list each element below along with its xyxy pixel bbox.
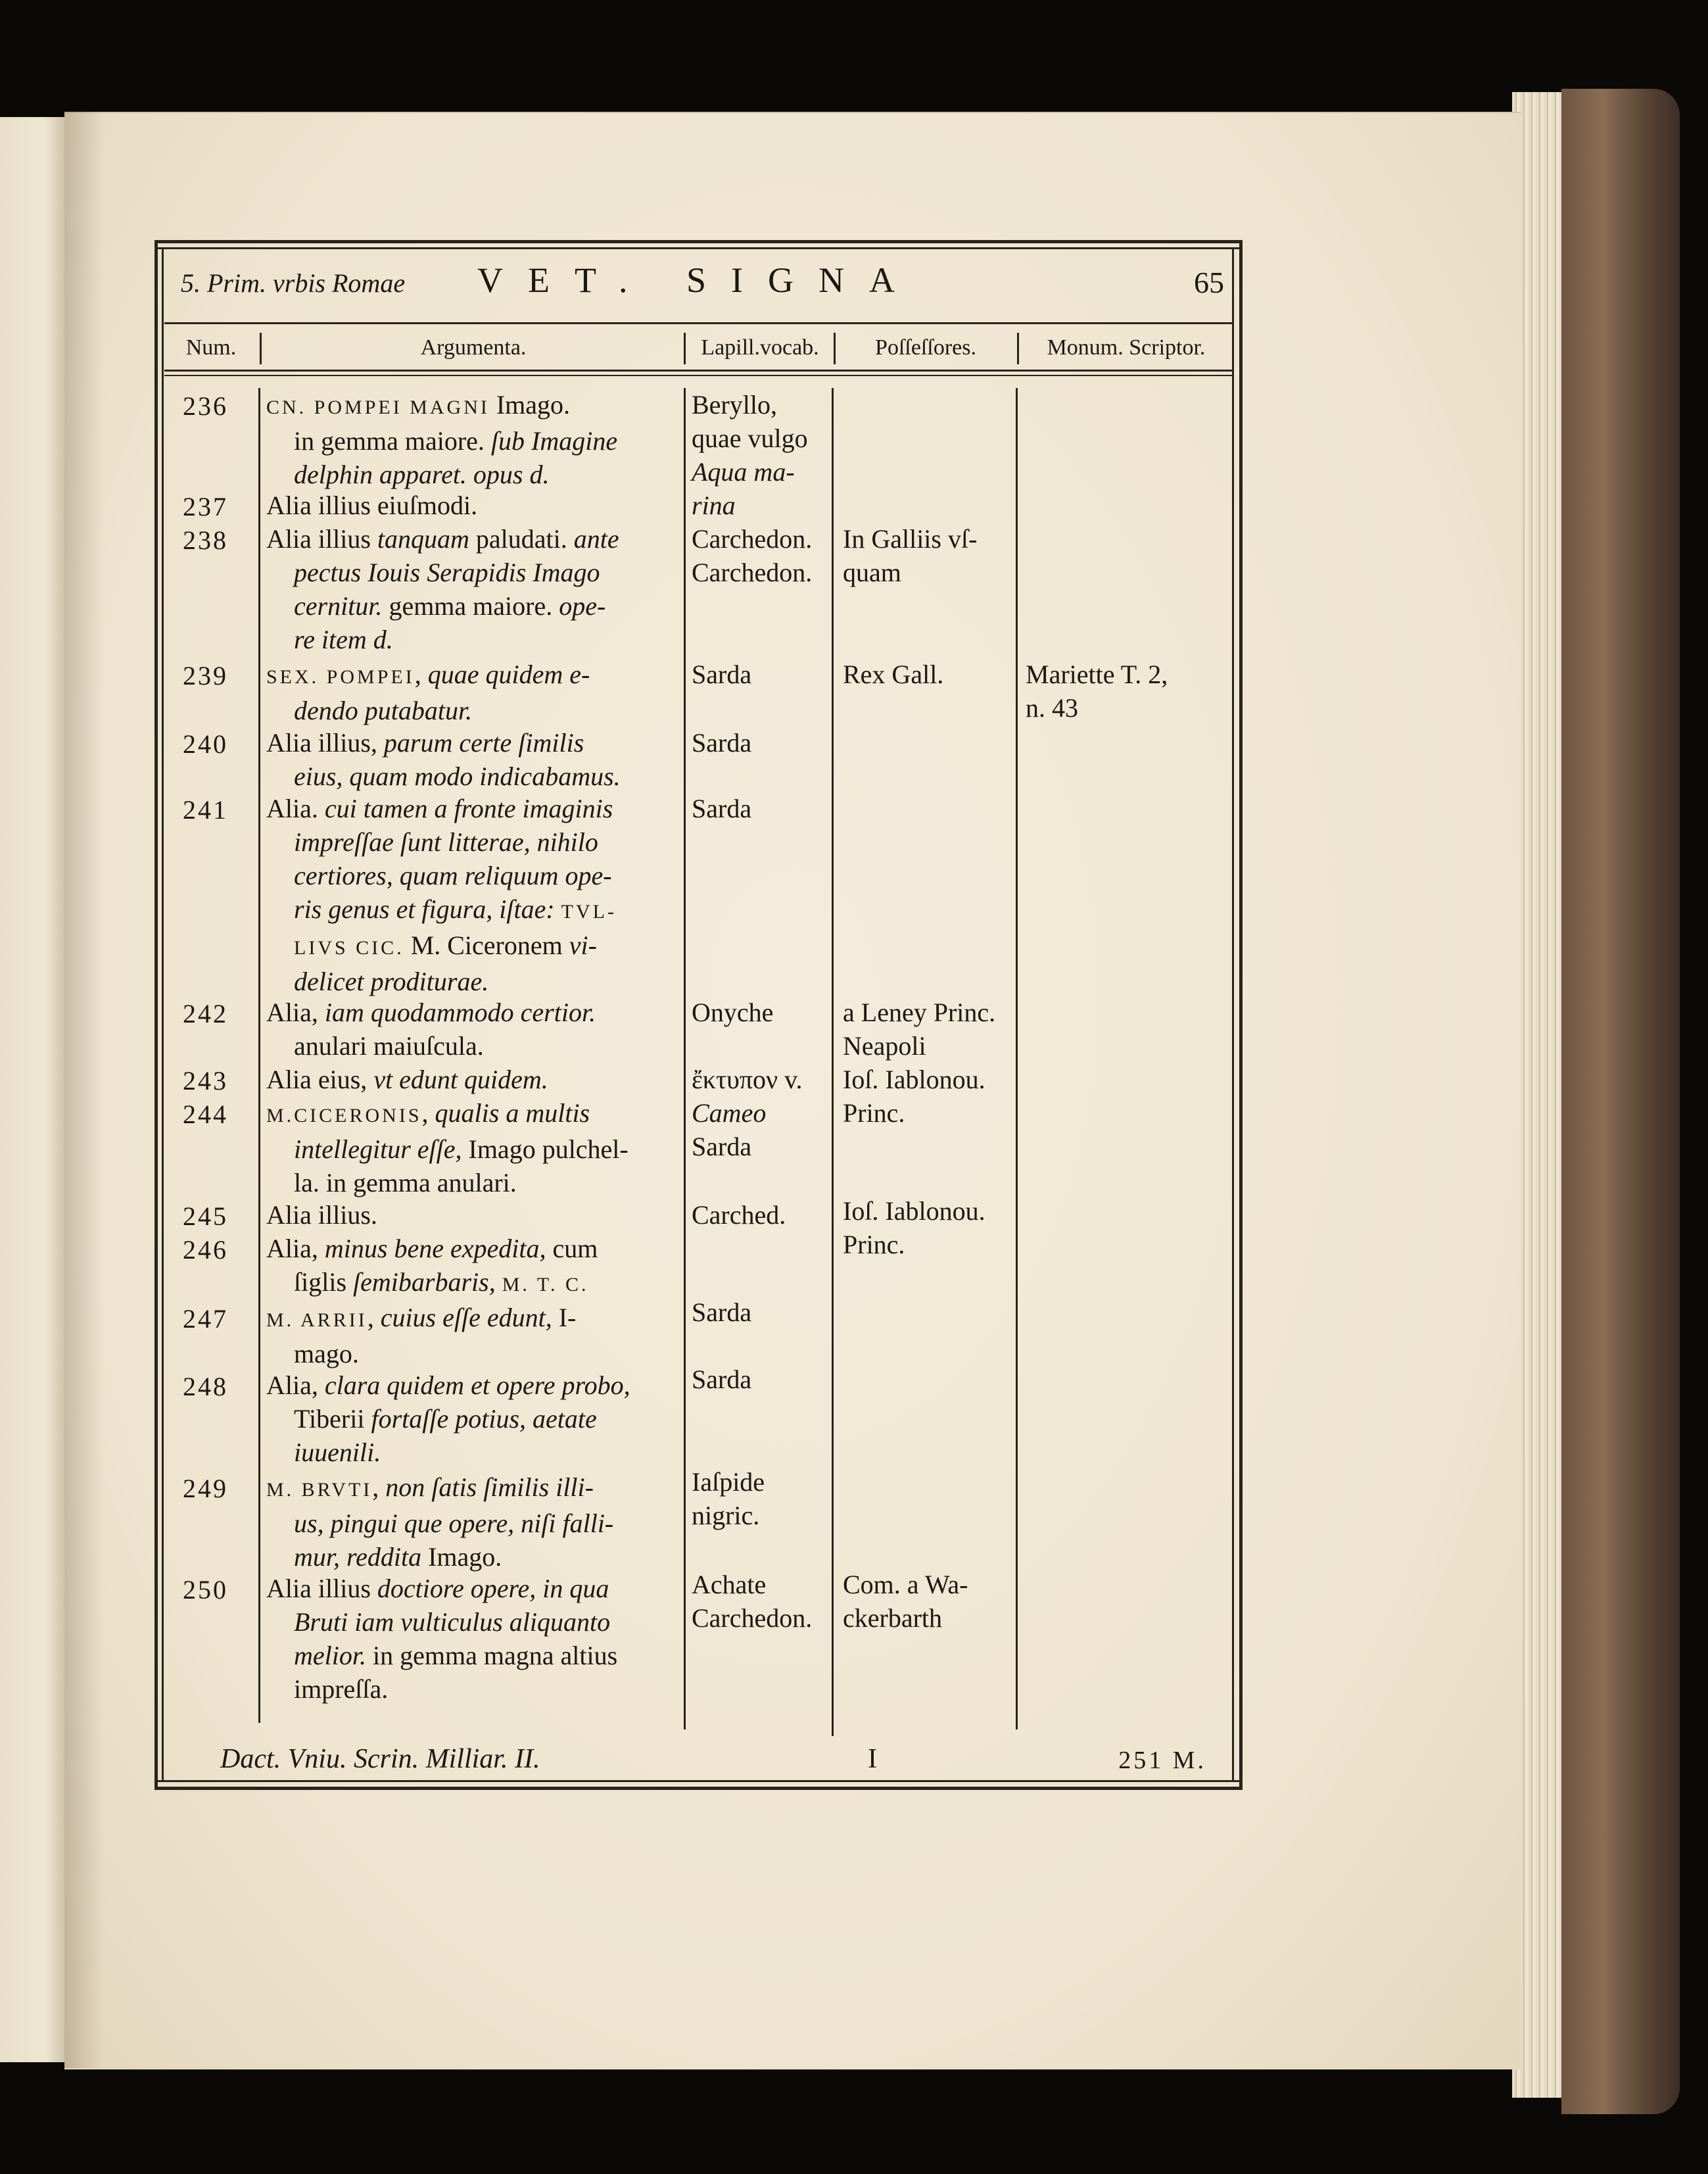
frame-rule [154,1787,1243,1790]
entry-monument [1026,658,1233,725]
entry-argument [266,996,677,1063]
frame-rule [162,247,164,1782]
text-line: Onyche [692,998,774,1027]
entry-possessor [843,996,1027,1063]
text-line: delicet proditurae. [294,967,489,996]
text-line: Sarda [692,1132,752,1161]
entry-lapillus [692,996,836,1029]
entry-lapillus [692,1063,836,1130]
entry-argument [266,1096,677,1199]
column-separator [684,333,686,364]
text-line: re item d. [294,625,393,654]
entry-lapillus [692,1295,836,1329]
header-rule [164,322,1233,324]
entry-number: 245 [183,1201,228,1231]
entry-number: 238 [183,525,228,555]
entry-number: 246 [183,1235,228,1265]
text-line: dendo putabatur. [294,696,473,725]
entry-argument [266,1572,677,1706]
text-line: Princ. [843,1230,905,1259]
entry-number: 236 [183,391,228,421]
text-line: delphin apparet. opus d. [294,460,550,489]
text-line: quam [843,558,901,587]
text-line: M. BRVTI, non ſatis ſimilis illi- [266,1472,594,1502]
text-line: certiores, quam reliquum ope- [294,861,612,890]
column-separator [834,333,836,364]
entry-number: 241 [183,795,228,825]
entry-argument [266,1232,677,1301]
frame-rule [1239,240,1243,1790]
text-line: Carchedon. [692,558,813,587]
entry-argument [266,1063,677,1096]
entry-number: 237 [183,492,228,521]
text-line: Carchedon. [692,524,813,554]
entry-possessor [843,1063,1027,1130]
text-line: Alia illius doctiore opere, in qua [266,1574,609,1603]
text-line: Sarda [692,1365,752,1394]
text-line: Alia, minus bene expedita, cum [266,1234,598,1263]
signature-mark: I [868,1744,877,1774]
entry-argument [266,1470,677,1574]
text-line: la. in gemma anulari. [294,1168,517,1197]
text-line: Rex Gall. [843,660,944,689]
entry-argument [266,792,677,998]
text-line: in gemma maiore. ſub Imagine [294,426,618,456]
entry-possessor [843,1568,1027,1635]
text-line: Carched. [692,1200,786,1230]
entry-lapillus [692,1568,836,1635]
entry-argument [266,658,677,727]
text-line: Alia illius. [266,1200,377,1230]
text-line: quae vulgo [692,423,808,453]
running-head-title: VET. SIGNA [477,260,920,300]
text-line: Beryllo, [692,390,777,420]
text-line: M.CICERONIS, qualis a multis [266,1098,590,1128]
column-separator [260,333,262,364]
entry-lapillus [692,1363,836,1396]
text-line: iuuenili. [294,1437,381,1467]
column-rule-possessores [832,388,834,1736]
entry-argument [266,1198,677,1232]
text-line: n. 43 [1026,693,1078,723]
entry-number: 242 [183,999,228,1028]
column-header-row [164,329,1233,370]
book-cover [1561,89,1680,2114]
text-line: Alia illius, parum certe ſimilis [266,728,584,758]
entry-number: 249 [183,1474,228,1503]
entry-possessor [843,658,1027,691]
text-line: intellegitur eſſe, Imago pulchel- [294,1134,629,1164]
text-line: LIVS CIC. M. Ciceronem vi- [294,930,597,960]
column-header-num: Num. [185,335,237,360]
text-line: Alia, iam quodammodo certior. [266,998,596,1027]
entry-lapillus [692,522,836,589]
frame-rule [154,1780,1243,1782]
text-line: rina [692,491,736,520]
entry-possessor [843,522,1027,589]
text-line: mur, reddita Imago. [294,1542,502,1572]
text-line: Mariette T. 2, [1026,660,1168,689]
entry-argument [266,1368,677,1469]
text-line: Alia eius, vt edunt quidem. [266,1065,548,1094]
running-head [154,260,1243,312]
text-line: Sarda [692,794,752,823]
entry-argument [266,388,677,491]
text-line: anulari maiuſcula. [294,1031,484,1061]
text-line: impreſſae ſunt litterae, nihilo [294,827,598,857]
entry-argument [266,1301,677,1370]
running-head-left: 5. Prim. vrbis Romae [181,268,406,298]
text-line: mago. [294,1339,359,1368]
entry-number: 243 [183,1066,228,1096]
entry-lapillus [692,792,836,825]
catchword: 251 M. [1118,1747,1206,1774]
entry-lapillus [692,726,836,760]
entry-lapillus [692,1198,836,1232]
text-line: In Galliis vſ- [843,524,978,554]
text-line: a Leney Princ. [843,998,996,1027]
header-rule [164,370,1233,372]
text-line: Achate [692,1570,767,1599]
text-line: ckerbarth [843,1603,943,1633]
text-line: SEX. POMPEI, quae quidem e- [266,660,590,689]
column-header-argumenta: Argumenta. [420,335,527,360]
entry-possessor [843,1194,1027,1261]
text-line: Carchedon. [692,1603,813,1633]
text-line: Princ. [843,1098,905,1128]
column-rule-lapill [684,388,686,1729]
frame-rule [154,247,1243,249]
entry-lapillus [692,1130,836,1163]
text-line: Alia illius tanquam paludati. ante [266,524,619,554]
text-line: Com. a Wa- [843,1570,968,1599]
column-header-lapill: Lapill.vocab. [701,335,819,360]
text-line: ris genus et figura, iſtae: TVL- [294,894,617,924]
text-line: Bruti iam vulticulus aliquanto [294,1607,611,1637]
text-line: pectus Iouis Serapidis Imago [294,558,600,587]
text-line: Alia, clara quidem et opere probo, [266,1370,630,1400]
entry-number: 248 [183,1372,228,1401]
text-line: melior. in gemma magna altius [294,1641,618,1670]
entry-number: 239 [183,661,228,690]
text-line: ἔκτυπον v. [692,1065,803,1094]
text-line: CN. POMPEI MAGNI Imago. [266,390,571,420]
text-line: cernitur. gemma maiore. ope- [294,591,606,621]
text-line: Neapoli [843,1031,926,1061]
text-line: impreſſa. [294,1674,389,1704]
frame-rule [154,240,1243,243]
text-line: Alia. cui tamen a fronte imaginis [266,794,613,823]
footer-series-title: Dact. Vniu. Scrin. Milliar. II. [220,1744,540,1774]
header-rule [164,375,1233,376]
text-line: ſiglis ſemibarbaris, M. T. C. [294,1267,589,1297]
text-line: Alia illius eiuſmodi. [266,491,478,520]
text-line: Sarda [692,728,752,758]
text-line: Sarda [692,660,752,689]
text-line: Cameo [692,1098,767,1128]
entry-number: 247 [183,1304,228,1334]
frame-rule [154,240,158,1790]
text-line: Ioſ. Iablonou. [843,1065,985,1094]
text-line: Sarda [692,1297,752,1327]
text-line: M. ARRII, cuius eſſe edunt, I- [266,1303,577,1332]
text-line: nigric. [692,1501,760,1530]
column-header-possessores: Poſſeſſores. [875,335,976,360]
text-line: Tiberii fortaſſe potius, aetate [294,1404,597,1434]
facing-page-edge [0,117,67,2062]
page-number: 65 [1194,266,1224,299]
entry-number: 244 [183,1099,228,1129]
page-footer [154,1739,1243,1779]
entry-lapillus [692,388,836,522]
column-rule-argumenta [258,388,260,1723]
gutter-shadow [64,112,104,2068]
text-line: Ioſ. Iablonou. [843,1196,985,1226]
entry-argument [266,522,677,656]
frame-rule [1232,247,1234,1782]
entry-number: 240 [183,729,228,759]
text-line: Iaſpide [692,1467,765,1497]
entry-number: 250 [183,1575,228,1605]
entry-lapillus [692,658,836,691]
text-line: Aqua ma- [692,457,795,487]
column-separator [1017,333,1019,364]
entry-argument [266,489,677,522]
text-line: eius, quam modo indicabamus. [294,761,621,791]
column-header-monum: Monum. Scriptor. [1047,335,1206,360]
entry-lapillus [692,1465,836,1532]
text-line: us, pingui que opere, niſi falli- [294,1509,614,1538]
entry-argument [266,726,677,793]
